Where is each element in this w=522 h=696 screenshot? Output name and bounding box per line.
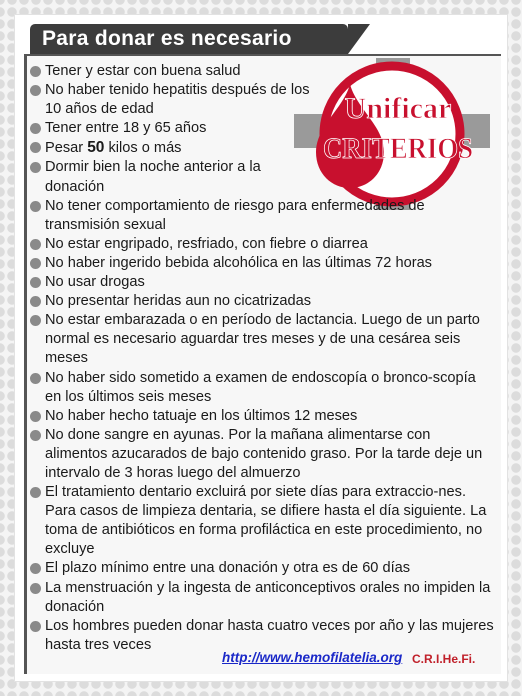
bullet-icon	[30, 85, 41, 96]
bullet-icon	[30, 239, 41, 250]
list-item-text: No haber sido sometido a examen de endoscopía o bronco-scopía en los últimos seis meses	[45, 369, 476, 405]
organization-acronym: C.R.I.He.Fi.	[412, 652, 476, 666]
bullet-icon	[30, 123, 41, 134]
logo-text-unificar: Unificar	[344, 92, 452, 125]
list-item	[30, 254, 496, 273]
bullet-icon	[30, 411, 41, 422]
website-link[interactable]: http://www.hemofilatelia.org	[222, 650, 403, 665]
requirements-list	[30, 62, 496, 655]
list-item	[30, 138, 315, 158]
title-bar	[30, 24, 348, 54]
list-item-text: Tener entre 18 y 65 años	[45, 120, 207, 137]
list-item-text: No estar embarazada o en período de lactancia. Luego de un parto normal es necesario aguardar tres meses y de una cesárea seis meses	[45, 312, 480, 367]
list-item-text: No presentar heridas aun no cicatrizadas	[45, 293, 312, 310]
list-item	[30, 158, 315, 196]
list-item-text: No tener comportamiento de riesgo para enfermedades de transmisión sexual	[45, 197, 425, 233]
list-item	[30, 81, 315, 119]
bullet-icon	[30, 258, 41, 269]
list-item-text: No haber tenido hepatitis después de los 10 años de edad	[45, 82, 310, 118]
list-item-text: El tratamiento dentario excluirá por siete días para extraccio-nes. Para casos de limpieza dentaria, se difiere hasta el día siguiente. La toma de antibióticos en forma profiláctica en este procedimiento, no excluye	[45, 484, 487, 558]
bullet-icon	[30, 583, 41, 594]
bullet-icon	[30, 162, 41, 173]
list-item-text: Los hombres pueden donar hasta cuatro veces por año y las mujeres hasta tres veces	[45, 617, 494, 653]
list-item-text: No haber ingerido bebida alcohólica en las últimas 72 horas	[45, 254, 432, 271]
list-item-emphasis: 50	[87, 139, 105, 157]
list-item-text: No haber hecho tatuaje en los últimos 12 meses	[45, 407, 358, 424]
page-title: Para donar es necesario	[42, 27, 292, 50]
list-item	[30, 273, 496, 292]
bullet-icon	[30, 201, 41, 212]
bullet-icon	[30, 277, 41, 288]
bullet-icon	[30, 563, 41, 574]
list-item	[30, 311, 496, 368]
list-item-text: No estar engripado, resfriado, con fiebre o diarrea	[45, 235, 368, 252]
list-item-text-end: kilos o más	[104, 140, 182, 157]
list-item	[30, 579, 496, 617]
list-item	[30, 235, 496, 254]
list-item	[30, 292, 496, 311]
list-item	[30, 559, 496, 578]
list-item	[30, 197, 496, 235]
list-item-text: Pesar	[45, 140, 88, 157]
list-item	[30, 369, 496, 407]
bullet-icon	[30, 142, 41, 153]
list-item-text: La menstruación y la ingesta de anticonceptivos orales no impiden la donación	[45, 579, 491, 615]
list-item	[30, 407, 496, 426]
bullet-icon	[30, 296, 41, 307]
bullet-icon	[30, 621, 41, 632]
logo-text-criterios: CRITERIOS	[323, 132, 473, 165]
list-item	[30, 483, 496, 559]
bullet-icon	[30, 487, 41, 498]
list-item-text: No usar drogas	[45, 274, 145, 291]
bullet-icon	[30, 430, 41, 441]
list-item	[30, 62, 315, 81]
list-item-text: El plazo mínimo entre una donación y otra es de 60 días	[45, 560, 411, 577]
bullet-icon	[30, 373, 41, 384]
list-item-text: No done sangre en ayunas. Por la mañana alimentarse con alimentos azucarados de bajo contenido graso. Por la tarde deje un intervalo de 3 horas luego del almuerzo	[45, 426, 483, 481]
list-item-text: Tener y estar con buena salud	[45, 63, 241, 79]
bullet-icon	[30, 66, 41, 77]
list-item-text: Dormir bien la noche anterior a la donación	[45, 159, 261, 195]
list-item	[30, 119, 315, 138]
list-item	[30, 426, 496, 483]
bullet-icon	[30, 315, 41, 326]
